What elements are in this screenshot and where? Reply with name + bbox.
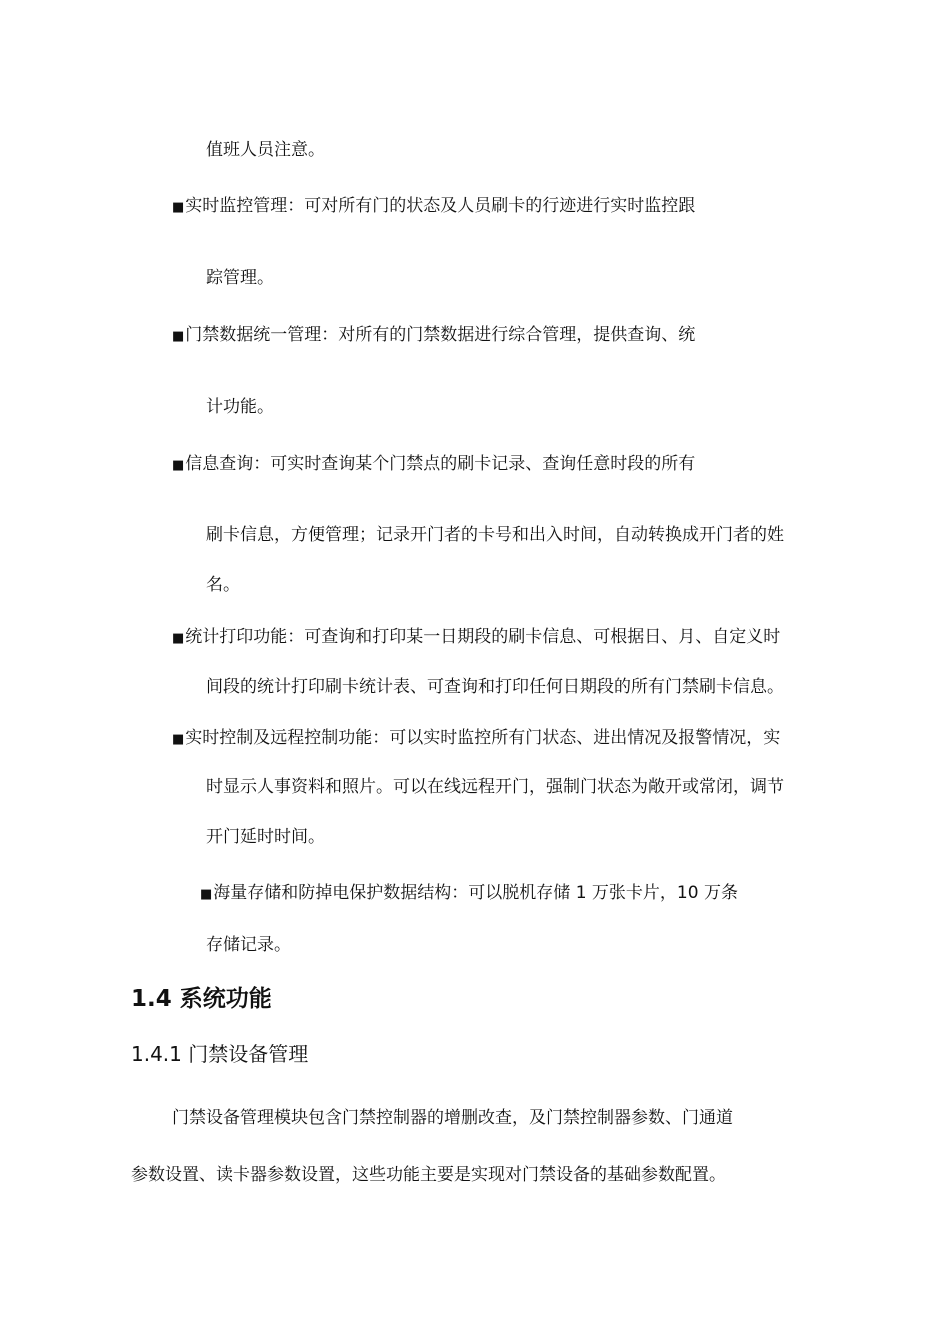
continuation-text: 值班人员注意。 bbox=[206, 140, 325, 160]
feature-continuation: 踪管理。 bbox=[206, 268, 274, 288]
feature-continuation: 开门延时时间。 bbox=[206, 827, 325, 847]
feature-text: 海量存储和防掉电保护数据结构：可以脱机存储 1 万张卡片，10 万条 bbox=[213, 883, 738, 903]
bullet-square-icon: ■ bbox=[172, 200, 185, 215]
feature-item-realtime-monitoring bbox=[172, 195, 695, 219]
feature-continuation: 间段的统计打印刷卡统计表、可查询和打印任何日期段的所有门禁刷卡信息。 bbox=[206, 677, 784, 697]
feature-item-mass-storage bbox=[200, 882, 738, 906]
feature-continuation: 存储记录。 bbox=[206, 935, 291, 955]
body-paragraph-line: 门禁设备管理模块包含门禁控制器的增删改查，及门禁控制器参数、门通道 bbox=[172, 1108, 733, 1128]
bullet-square-icon: ■ bbox=[172, 458, 185, 473]
feature-text: 实时控制及远程控制功能：可以实时监控所有门状态、进出情况及报警情况，实 bbox=[185, 728, 781, 748]
feature-text: 统计打印功能：可查询和打印某一日期段的刷卡信息、可根据日、月、自定义时 bbox=[185, 627, 781, 647]
feature-text: 信息查询：可实时查询某个门禁点的刷卡记录、查询任意时段的所有 bbox=[185, 454, 696, 474]
bullet-square-icon: ■ bbox=[200, 887, 213, 902]
body-paragraph-line: 参数设置、读卡器参数设置，这些功能主要是实现对门禁设备的基础参数配置。 bbox=[131, 1165, 726, 1185]
feature-text: 门禁数据统一管理：对所有的门禁数据进行综合管理，提供查询、统 bbox=[185, 325, 696, 345]
section-heading: 1.4 系统功能 bbox=[131, 986, 272, 1012]
bullet-square-icon: ■ bbox=[172, 631, 185, 646]
bullet-square-icon: ■ bbox=[172, 732, 185, 747]
feature-item-remote-control bbox=[172, 727, 780, 751]
subsection-heading: 1.4.1 门禁设备管理 bbox=[131, 1042, 309, 1066]
feature-item-info-query bbox=[172, 453, 695, 477]
feature-continuation: 名。 bbox=[206, 575, 240, 595]
feature-continuation: 计功能。 bbox=[206, 397, 274, 417]
feature-item-data-management bbox=[172, 324, 695, 348]
feature-text: 实时监控管理：可对所有门的状态及人员刷卡的行迹进行实时监控跟 bbox=[185, 196, 696, 216]
feature-item-statistics-print bbox=[172, 626, 780, 650]
feature-continuation: 刷卡信息，方便管理；记录开门者的卡号和出入时间，自动转换成开门者的姓 bbox=[206, 525, 784, 545]
bullet-square-icon: ■ bbox=[172, 329, 185, 344]
feature-continuation: 时显示人事资料和照片。可以在线远程开门，强制门状态为敞开或常闭，调节 bbox=[206, 777, 784, 797]
